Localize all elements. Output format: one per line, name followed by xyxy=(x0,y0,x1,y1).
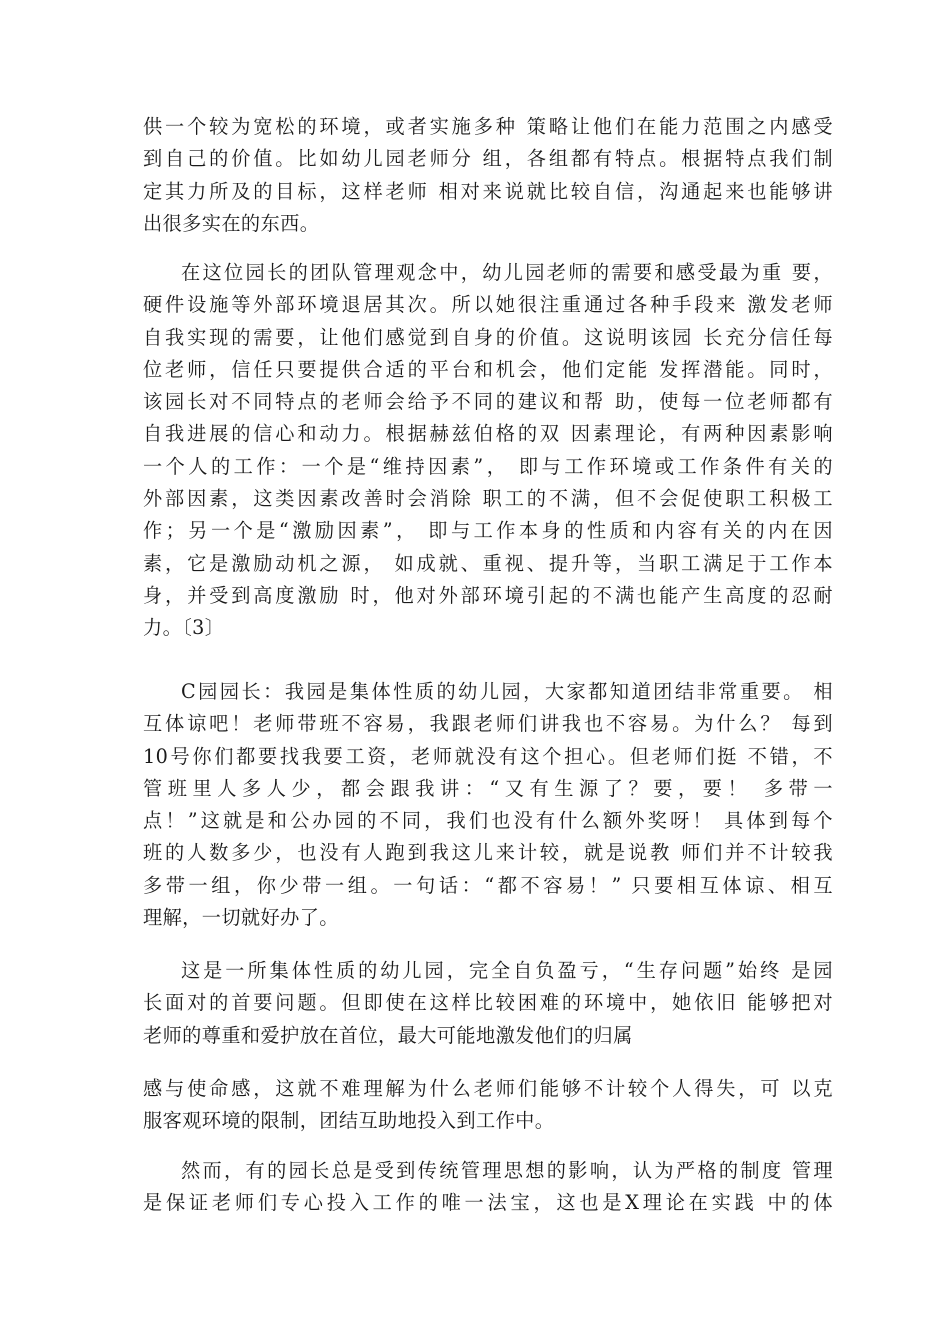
text-line: 长面对的首要问题。但即使在这样比较困难的环境中，她依旧 能够把对 xyxy=(143,991,833,1015)
text-line: 这是一所集体性质的幼儿园，完全自负盈亏，“生存问题”始终 是园 xyxy=(181,959,833,982)
text-line: 10号你们都要找我要工资，老师就没有这个担心。但老师们挺 不错，不 xyxy=(143,744,833,768)
paragraph xyxy=(143,1155,833,1220)
text-line: 自我进展的信心和动力。根据赫兹伯格的双 因素理论，有两种因素影响 xyxy=(143,422,833,446)
text-line: 身，并受到高度激励 时，他对外部环境引起的不满也能产生高度的忍耐 xyxy=(143,583,833,607)
text-line: C园园长：我园是集体性质的幼儿园，大家都知道团结非常重要。 相 xyxy=(181,680,833,703)
text-line: 班的人数多少，也没有人跑到我这儿来计较，就是说教 师们并不计较我 xyxy=(143,841,833,865)
text-line: 多带一组，你少带一组。一句话：“都不容易！” 只要相互体谅、相互 xyxy=(143,873,833,897)
paragraph xyxy=(143,955,833,1052)
text-line: 素，它是激励动机之源， 如成就、重视、提升等，当职工满足于工作本 xyxy=(143,551,833,575)
paragraph xyxy=(143,1073,833,1138)
text-line: 在这位园长的团队管理观念中，幼儿园老师的需要和感受最为重 要， xyxy=(181,261,833,284)
text-line: 点！”这就是和公办园的不同，我们也没有什么额外奖呀！ 具体到每个 xyxy=(143,809,833,833)
text-line: 外部因素，这类因素改善时会消除 职工的不满，但不会促使职工积极工 xyxy=(143,487,833,511)
text-line: 是保证老师们专心投入工作的唯一法宝，这也是X理论在实践 中的体 xyxy=(143,1191,833,1215)
text-line: 感与使命感，这就不难理解为什么老师们能够不计较个人得失，可 以克 xyxy=(143,1077,833,1100)
text-line: 管班里人多人少，都会跟我讲：“又有生源了？要，要！ 多带一 xyxy=(143,776,833,800)
text-line: 作；另一个是“激励因素”， 即与工作本身的性质和内容有关的内在因 xyxy=(143,519,833,543)
text-line: 硬件设施等外部环境退居其次。所以她很注重通过各种手段来 激发老师 xyxy=(143,293,833,317)
paragraph xyxy=(143,676,833,934)
text-line: 然而，有的园长总是受到传统管理思想的影响，认为严格的制度 管理 xyxy=(181,1159,833,1182)
text-line: 服客观环境的限制，团结互助地投入到工作中。 xyxy=(143,1109,555,1133)
text-line: 理解，一切就好办了。 xyxy=(143,906,339,930)
text-line: 自我实现的需要，让他们感觉到自身的价值。这说明该园 长充分信任每 xyxy=(143,325,833,349)
text-line: 一个人的工作：一个是“维持因素”， 即与工作环境或工作条件有关的 xyxy=(143,454,833,478)
text-line: 出很多实在的东西。 xyxy=(143,211,320,235)
text-line: 到自己的价值。比如幼儿园老师分 组，各组都有特点。根据特点我们制 xyxy=(143,147,833,171)
text-line: 供一个较为宽松的环境，或者实施多种 策略让他们在能力范围之内感受 xyxy=(143,115,833,138)
text-line: 位老师，信任只要提供合适的平台和机会，他们定能 发挥潜能。同时， xyxy=(143,357,833,381)
text-line: 互体谅吧！老师带班不容易，我跟老师们讲我也不容易。为什么？ 每到 xyxy=(143,712,833,736)
paragraph xyxy=(143,257,833,645)
paragraph xyxy=(143,111,833,240)
text-line: 该园长对不同特点的老师会给予不同的建议和帮 助，使每一位老师都有 xyxy=(143,390,833,414)
text-line: 老师的尊重和爱护放在首位，最大可能地激发他们的归属 xyxy=(143,1023,633,1047)
text-line: 定其力所及的目标，这样老师 相对来说就比较自信，沟通起来也能够讲 xyxy=(143,179,833,203)
text-line: 力。〔3〕 xyxy=(143,616,225,640)
